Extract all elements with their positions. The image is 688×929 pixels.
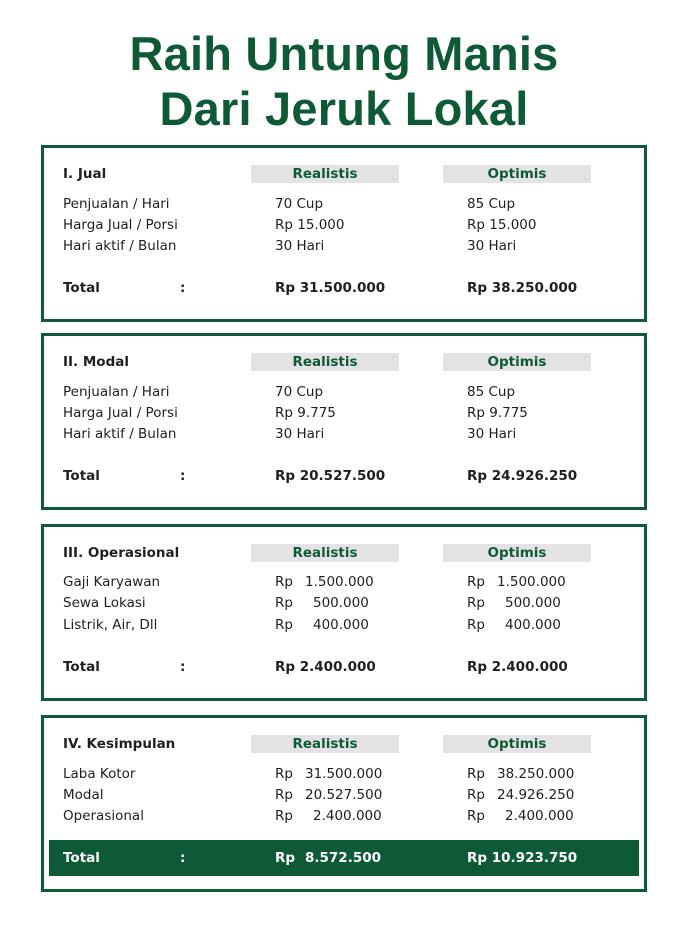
section-header	[44, 352, 644, 372]
section-heading: III. Operasional	[63, 545, 180, 561]
grand-total-bar	[49, 840, 639, 876]
section-modal	[41, 333, 647, 510]
table-row	[44, 785, 644, 805]
optimistic-value: 85 Cup	[467, 196, 516, 212]
section-heading: I. Jual	[63, 166, 107, 182]
table-row	[44, 806, 644, 826]
optimistic-total: Rp 2.400.000	[467, 659, 568, 675]
rp-prefix: Rp	[275, 766, 293, 782]
rp-prefix: Rp	[275, 850, 296, 866]
total-label: Total	[63, 468, 100, 484]
row-label: Penjualan / Hari	[63, 384, 170, 400]
section-heading: IV. Kesimpulan	[63, 736, 176, 752]
section-operasional	[41, 524, 647, 701]
optimistic-value: Rp 9.775	[467, 405, 528, 421]
rp-prefix: Rp	[467, 595, 485, 611]
page-title	[0, 26, 688, 136]
section-header	[44, 734, 644, 754]
total-row	[44, 657, 644, 677]
optimistic-value: 85 Cup	[467, 384, 516, 400]
table-row	[44, 403, 644, 423]
title-line-1: Raih Untung Manis	[129, 27, 559, 80]
row-label: Harga Jual / Porsi	[63, 405, 178, 421]
table-row	[44, 615, 644, 635]
table-row	[44, 764, 644, 784]
rp-prefix: Rp	[275, 808, 293, 824]
table-row	[44, 424, 644, 444]
row-label: Modal	[63, 787, 104, 803]
section-header	[44, 543, 644, 563]
optimistic-value: Rp 500.000	[467, 595, 561, 611]
rp-prefix: Rp	[275, 574, 293, 590]
total-row	[44, 466, 644, 486]
total-label: Total	[63, 850, 100, 866]
realistic-value: Rp 15.000	[275, 217, 345, 233]
realistic-header: Realistis	[251, 735, 399, 753]
section-heading: II. Modal	[63, 354, 129, 370]
row-label: Harga Jual / Porsi	[63, 217, 178, 233]
realistic-value: 30 Hari	[275, 238, 325, 254]
realistic-value: 70 Cup	[275, 196, 324, 212]
optimistic-value: Rp 400.000	[467, 617, 561, 633]
optimistic-value: Rp 38.250.000	[467, 766, 575, 782]
optimistic-header: Optimis	[443, 165, 591, 183]
row-label: Gaji Karyawan	[63, 574, 161, 590]
table-row	[44, 194, 644, 214]
total-colon: :	[180, 468, 186, 484]
rp-prefix: Rp	[467, 617, 485, 633]
realistic-total: Rp 8.572.500	[275, 850, 382, 866]
row-label: Hari aktif / Bulan	[63, 426, 177, 442]
table-row	[44, 236, 644, 256]
table-row	[44, 382, 644, 402]
realistic-value: Rp 31.500.000	[275, 766, 383, 782]
realistic-value: Rp 400.000	[275, 617, 369, 633]
title-line-2: Dari Jeruk Lokal	[159, 82, 529, 135]
realistic-header: Realistis	[251, 353, 399, 371]
rp-prefix: Rp	[467, 766, 485, 782]
realistic-header: Realistis	[251, 165, 399, 183]
rp-prefix: Rp	[467, 850, 488, 866]
section-jual	[41, 145, 647, 322]
realistic-value: Rp 9.775	[275, 405, 336, 421]
realistic-value: 30 Hari	[275, 426, 325, 442]
optimistic-header: Optimis	[443, 353, 591, 371]
optimistic-total: Rp 24.926.250	[467, 468, 578, 484]
optimistic-header: Optimis	[443, 544, 591, 562]
optimistic-value: Rp 1.500.000	[467, 574, 566, 590]
optimistic-value: 30 Hari	[467, 426, 517, 442]
rp-prefix: Rp	[467, 787, 485, 803]
rp-prefix: Rp	[275, 787, 293, 803]
total-label: Total	[63, 280, 100, 296]
row-label: Listrik, Air, Dll	[63, 617, 158, 633]
total-colon: :	[180, 850, 186, 866]
realistic-header: Realistis	[251, 544, 399, 562]
rp-prefix: Rp	[467, 808, 485, 824]
realistic-total: Rp 2.400.000	[275, 659, 376, 675]
total-colon: :	[180, 659, 186, 675]
row-label: Hari aktif / Bulan	[63, 238, 177, 254]
row-label: Operasional	[63, 808, 144, 824]
realistic-value: Rp 20.527.500	[275, 787, 383, 803]
realistic-total: Rp 20.527.500	[275, 468, 386, 484]
optimistic-total: Rp 38.250.000	[467, 280, 578, 296]
rp-prefix: Rp	[275, 595, 293, 611]
total-row	[44, 278, 644, 298]
optimistic-total: Rp 10.923.750	[467, 850, 578, 866]
realistic-value: 70 Cup	[275, 384, 324, 400]
row-label: Laba Kotor	[63, 766, 136, 782]
realistic-value: Rp 500.000	[275, 595, 369, 611]
row-label: Penjualan / Hari	[63, 196, 170, 212]
section-header	[44, 164, 644, 184]
table-row	[44, 593, 644, 613]
optimistic-value: Rp 15.000	[467, 217, 537, 233]
table-row	[44, 215, 644, 235]
table-row	[44, 572, 644, 592]
optimistic-header: Optimis	[443, 735, 591, 753]
realistic-value: Rp 1.500.000	[275, 574, 374, 590]
optimistic-value: 30 Hari	[467, 238, 517, 254]
realistic-value: Rp 2.400.000	[275, 808, 382, 824]
row-label: Sewa Lokasi	[63, 595, 146, 611]
total-colon: :	[180, 280, 186, 296]
rp-prefix: Rp	[275, 617, 293, 633]
realistic-total: Rp 31.500.000	[275, 280, 386, 296]
total-row	[49, 848, 639, 868]
optimistic-value: Rp 2.400.000	[467, 808, 574, 824]
rp-prefix: Rp	[467, 574, 485, 590]
section-kesimpulan	[41, 715, 647, 892]
optimistic-value: Rp 24.926.250	[467, 787, 575, 803]
total-label: Total	[63, 659, 100, 675]
